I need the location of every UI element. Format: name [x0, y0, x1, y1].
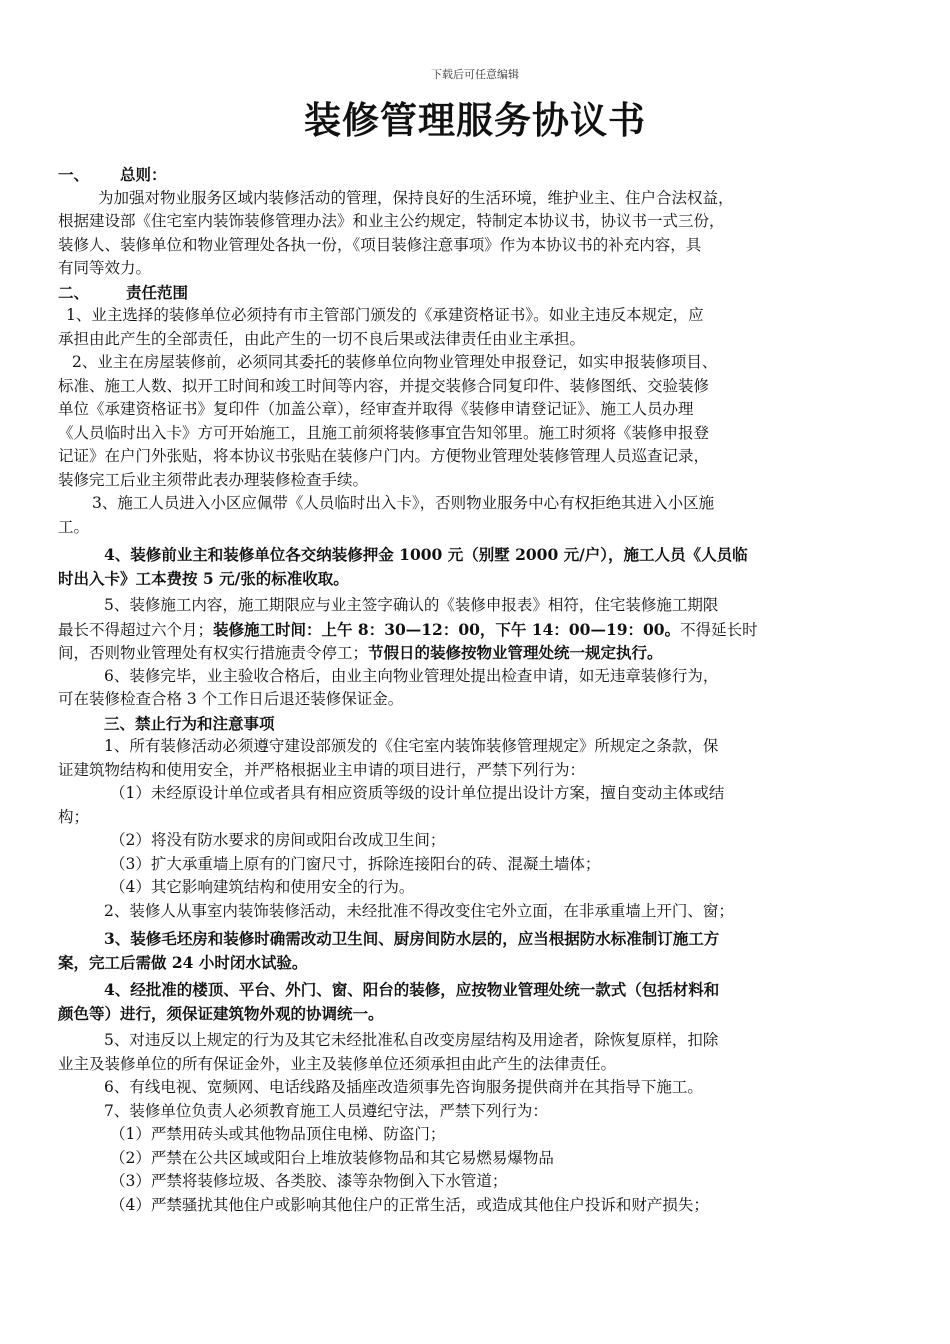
document-body [58, 163, 878, 1217]
clause-3-4-line: 4、经批准的楼顶、平台、外门、窗、阳台的装修，应按物业管理处统一款式（包括材料和 [104, 980, 720, 999]
section-1-line: 为加强对物业服务区域内装修活动的管理，保持良好的生活环境，维护业主、住户合法权益， [98, 188, 734, 207]
clause-2-2-line: 单位《承建资格证书》复印件（加盖公章），经审查并取得《装修申请登记证》、施工人员办理 [58, 400, 694, 418]
clause-3-7-line: 7、装修单位负责人必须教育施工人员遵纪守法，严禁下列行为： [104, 1101, 548, 1120]
section-1-line: 装修人、装修单位和物业管理处各执一份，《项目装修注意事项》作为本协议书的补充内容，具 [58, 235, 702, 254]
clause-2-2-line: 2、业主在房屋装修前，必须同其委托的装修单位向物业管理处申报登记，如实申报装修项目、 [72, 353, 718, 371]
section-1-number: 一、 [58, 165, 90, 184]
clause-2-1-line: 1、业主选择的装修单位必须持有市主管部门颁发的《承建资格证书》。如业主违反本规定，应 [66, 306, 704, 324]
clause-3-4-line: 颜色等）进行，须保证建筑物外观的协调统一。 [58, 1003, 384, 1023]
list-item: （1）未经原设计单位或者具有相应资质等级的设计单位提出设计方案，擅自变动主体或结 [110, 784, 725, 802]
section-2-heading [58, 281, 878, 305]
clause-2-3-line: 工。 [58, 517, 90, 536]
clause-2-6-line: 6、装修完毕，业主验收合格后，由业主向物业管理处提出检查申请，如无违章装修行为， [104, 666, 719, 685]
section-2-number: 二、 [58, 282, 90, 302]
clause-2-2-line: 《人员临时出入卡》方可开始施工，且施工前须将装修事宜告知邻里。施工时须将《装修申报登 [58, 423, 710, 442]
list-item: （4）其它影响建筑结构和使用安全的行为。 [110, 878, 415, 896]
list-item: （4）严禁骚扰其他住户或影响其他住户的正常生活，或造成其他住户投诉和财产损失； [110, 1195, 709, 1214]
clause-2-5-line [58, 618, 878, 642]
section-2-title: 责任范围 [126, 282, 189, 302]
clause-2-5-text: 间，否则物业管理处有权实行措施责令停工； [58, 644, 369, 662]
list-item: 构； [58, 807, 90, 826]
document-title: 装修管理服务协议书 [304, 98, 646, 142]
clause-3-2-line: 2、装修人从事室内装饰装修活动，未经批准不得改变住宅外立面，在非承重墙上开门、窗； [104, 901, 734, 920]
section-1-heading [58, 163, 878, 187]
header-note: 下载后可任意编辑 [431, 68, 519, 81]
section-1-line: 根据建设部《住宅室内装饰装修管理办法》和业主公约规定，特制定本协议书，协议书一式三份， [58, 212, 725, 230]
clause-2-5-line [58, 641, 878, 665]
clause-2-2-line: 标准、施工人数、拟开工时间和竣工时间等内容，并提交装修合同复印件、装修图纸、交验装修 [58, 376, 710, 395]
holiday-rule: 节假日的装修按物业管理处统一规定执行。 [368, 643, 663, 662]
clause-2-1-line: 承担由此产生的全部责任，由此产生的一切不良后果或法律责任由业主承担。 [58, 329, 586, 348]
clause-2-4-line: 4、装修前业主和装修单位各交纳装修押金 1000 元（别墅 2000 元/户），施工人员《人员临 [104, 545, 748, 564]
clause-2-6-line: 可在装修检查合格 3 个工作日后退还装修保证金。 [58, 690, 404, 708]
section-1-line: 有同等效力。 [58, 259, 152, 277]
list-item: （2）将没有防水要求的房间或阳台改成卫生间； [110, 831, 446, 849]
clause-3-3-line: 案，完工后需做 24 小时闭水试验。 [58, 952, 308, 972]
list-item: （3）严禁将装修垃圾、各类胶、漆等杂物倒入下水管道； [110, 1172, 508, 1190]
clause-3-1-line: 证建筑物结构和使用安全，并严格根据业主申请的项目进行，严禁下列行为： [58, 760, 586, 779]
clause-2-2-line: 记证》在户门外张贴，将本协议书张贴在装修户门内。方便物业管理处装修管理人员巡查记录， [58, 447, 710, 465]
list-item: （1）严禁用砖头或其他物品顶住电梯、防盗门； [110, 1125, 446, 1143]
clause-3-3-line: 3、装修毛坯房和装修时确需改动卫生间、厨房间防水层的，应当根据防水标准制订施工方 [104, 929, 720, 948]
section-3-heading: 三、禁止行为和注意事项 [104, 713, 275, 733]
clause-3-6-line: 6、有线电视、宽频网、电话线路及插座改造须事先咨询服务提供商并在其指导下施工。 [104, 1078, 703, 1096]
clause-3-5-line: 5、对违反以上规定的行为及其它未经批准私自改变房屋结构及用途者，除恢复原样，扣除 [104, 1031, 719, 1049]
clause-2-5-text: 最长不得超过六个月； [58, 620, 214, 639]
clause-2-5-text: 不得延长时 [680, 620, 758, 639]
clause-3-1-line: 1、所有装修活动必须遵守建设部颁发的《住宅室内装饰装修管理规定》所规定之条款，保 [104, 737, 719, 755]
list-item: （3）扩大承重墙上原有的门窗尺寸，拆除连接阳台的砖、混凝土墙体； [110, 854, 601, 873]
clause-2-2-line: 装修完工后业主须带此表办理装修检查手续。 [58, 470, 369, 489]
clause-3-5-line: 业主及装修单位的所有保证金外，业主及装修单位还须承担由此产生的法律责任。 [58, 1054, 617, 1073]
clause-2-4-line: 时出入卡》工本费按 5 元/张的标准收取。 [58, 568, 349, 588]
construction-hours: 装修施工时间：上午 8：30—12：00，下午 14：00—19：00。 [213, 619, 681, 639]
section-1-title: 总则： [120, 165, 167, 184]
clause-2-3-line: 3、施工人员进入小区应佩带《人员临时出入卡》，否则物业服务中心有权拒绝其进入小区施 [92, 494, 715, 512]
clause-2-5-line: 5、装修施工内容，施工期限应与业主签字确认的《装修申报表》相符，住宅装修施工期限 [104, 596, 719, 614]
list-item: （2）严禁在公共区域或阳台上堆放装修物品和其它易燃易爆物品 [110, 1148, 554, 1167]
